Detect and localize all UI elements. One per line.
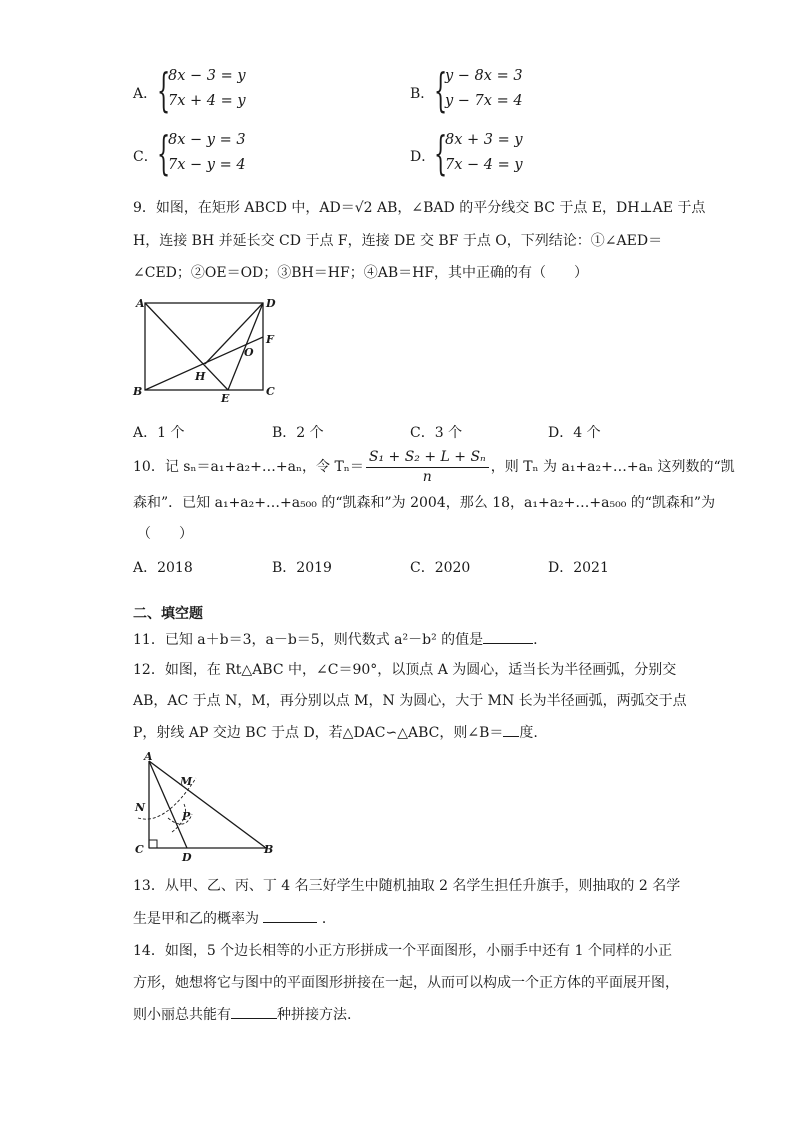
label-a: A — [136, 297, 145, 310]
q14-line-3 — [133, 1004, 351, 1025]
label-d: D — [266, 297, 276, 310]
brace: { — [157, 63, 171, 117]
q10-line-1 — [133, 447, 735, 486]
answer-blank — [503, 722, 519, 737]
label-m: M — [180, 775, 193, 788]
fraction-numerator: S₁ + S₂ + L + Sₙ — [366, 447, 489, 468]
q12-line-1: 12．如图，在 Rt△ABC 中，∠C＝90°，以顶点 A 为圆心，适当长为半径画弧，分别交 — [133, 662, 677, 678]
label-b: B — [133, 385, 143, 398]
equation-1: y − 8x = 3 — [445, 68, 523, 84]
label-h: H — [195, 370, 206, 383]
right-angle-mark — [149, 840, 157, 848]
option-a: A．1 个 — [133, 425, 185, 441]
label-d: D — [182, 851, 192, 864]
equation-1: 8x + 3 = y — [445, 132, 523, 148]
option-c: C．3 个 — [410, 425, 463, 441]
q12-line-3-post: 度. — [519, 725, 538, 741]
q9-line-2: H，连接 BH 并延长交 CD 于点 F，连接 DE 交 BF 于点 O，下列结论：①∠AED＝ — [133, 233, 663, 249]
label-a: A — [144, 750, 153, 763]
option-b: B．2 个 — [272, 425, 324, 441]
brace: { — [157, 126, 171, 180]
side-ab — [149, 761, 266, 848]
option-label: C． — [133, 149, 158, 165]
option-label: B． — [410, 86, 435, 102]
kaisen-fraction — [366, 447, 489, 486]
q14-line-2: 方形，她想将它与图中的平面图形拼接在一起，从而可以构成一个正方体的平面展开图， — [133, 975, 679, 991]
label-b: B — [264, 843, 274, 856]
q12-line-3-pre: P，射线 AP 交边 BC 于点 D，若△DAC∽△ABC，则∠B＝ — [133, 725, 504, 741]
option-label: A． — [133, 86, 158, 102]
label-c: C — [135, 843, 144, 856]
segment-dh — [205, 303, 263, 364]
answer-blank — [263, 908, 317, 923]
brace: { — [434, 63, 448, 117]
answer-blank — [231, 1004, 277, 1019]
q9-line-3: ∠CED；②OE＝OD；③BH＝HF；④AB＝HF，其中正确的有（ ） — [133, 265, 589, 281]
answer-blank — [483, 629, 533, 644]
equation-1: 8x − y = 3 — [168, 132, 246, 148]
equation-2: y − 7x = 4 — [445, 93, 523, 109]
q10-line-2: 森和”．已知 a₁+a₂+…+a₅₀₀ 的“凯森和”为 2004，那么 18，a₁+a₂+…+a₅₀₀ 的“凯森和”为 — [133, 495, 716, 511]
option-d: D．4 个 — [548, 425, 601, 441]
option-d: D．2021 — [548, 560, 609, 576]
label-e: E — [221, 392, 230, 404]
label-p: P — [182, 810, 191, 823]
option-c: C．2020 — [410, 560, 471, 576]
equation-2: 7x + 4 = y — [168, 93, 246, 109]
q14-line-3-post: 种拼接方法. — [277, 1007, 352, 1023]
segment-ae — [145, 303, 228, 390]
q11-end: . — [533, 632, 538, 648]
q9-line-1: 9．如图，在矩形 ABCD 中，AD＝√2 AB，∠BAD 的平分线交 BC 于点 E，DH⊥AE 于点 — [133, 200, 706, 216]
q12-line-2: AB，AC 于点 N，M，再分别以点 M，N 为圆心，大于 MN 长为半径画弧，两弧交于点 — [133, 693, 687, 709]
option-b: B．2019 — [272, 560, 332, 576]
q14-line-3-pre: 则小丽总共能有 — [133, 1007, 231, 1023]
q10-line-3: （ ） — [137, 526, 193, 542]
label-c: C — [266, 385, 275, 398]
equation-1: 8x − 3 = y — [168, 68, 246, 84]
q12-line-3 — [133, 722, 538, 743]
q13-line-2 — [133, 908, 336, 929]
fraction-denominator: n — [422, 469, 432, 485]
q13-line-1: 13．从甲、乙、丙、丁 4 名三好学生中随机抽取 2 名学生担任升旗手，则抽取的 2 名学 — [133, 878, 681, 894]
q13-line-2-post: ． — [321, 911, 336, 927]
q10-line-1-post: ，则 Tₙ 为 a₁+a₂+…+aₙ 这列数的“凯 — [490, 458, 735, 475]
equation-2: 7x − y = 4 — [168, 157, 246, 173]
q14-line-1: 14．如图，5 个边长相等的小正方形拼成一个平面图形，小丽手中还有 1 个同样的小正 — [133, 943, 672, 959]
brace: { — [434, 126, 448, 180]
option-a: A．2018 — [133, 560, 193, 576]
q10-line-1-pre: 10．记 sₙ＝a₁+a₂+…+aₙ，令 Tₙ＝ — [133, 458, 364, 475]
q13-line-2-pre: 生是甲和乙的概率为 — [133, 911, 259, 927]
q11-line — [133, 629, 538, 650]
q9-rectangle-figure — [130, 292, 280, 404]
option-label: D． — [410, 149, 436, 165]
q12-triangle-figure — [130, 748, 280, 866]
label-o: O — [244, 346, 254, 359]
label-f: F — [266, 333, 274, 346]
section-title: 二、填空题 — [133, 606, 203, 622]
equation-2: 7x − 4 = y — [445, 157, 523, 173]
q11-text: 11．已知 a＋b＝3，a－b＝5，则代数式 a²－b² 的值是 — [133, 632, 484, 648]
label-n: N — [135, 801, 146, 814]
